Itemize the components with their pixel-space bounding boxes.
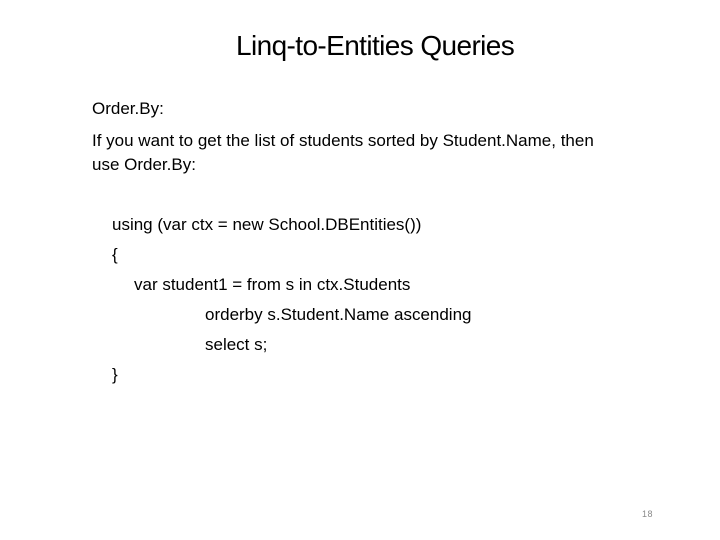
code-line-open-brace: {: [112, 245, 118, 264]
description-line-2: use Order.By:: [92, 155, 196, 174]
slide-title: Linq-to-Entities Queries: [236, 30, 515, 61]
code-line-query-from: var student1 = from s in ctx.Students: [134, 275, 411, 294]
code-line-using: using (var ctx = new School.DBEntities()): [112, 215, 422, 234]
section-heading: Order.By:: [92, 99, 164, 118]
code-line-select: select s;: [205, 335, 268, 354]
description-line-1: If you want to get the list of students sorted by Student.Name, then: [92, 131, 594, 150]
code-line-close-brace: }: [112, 365, 118, 384]
page-number: 18: [642, 509, 654, 519]
code-line-orderby: orderby s.Student.Name ascending: [205, 305, 472, 324]
